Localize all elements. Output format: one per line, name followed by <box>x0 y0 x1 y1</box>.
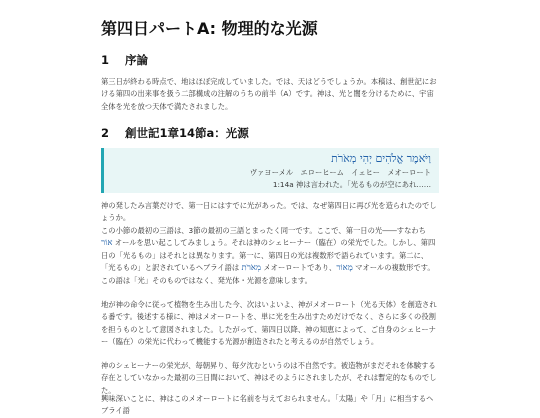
paragraph-2: 神の発したみ言葉だけで、第一日にはすでに光があった。では、なぜ第四日に再び光を造られたのでしょうか。 <box>101 201 437 223</box>
hebrew-word-maor: מָאוֹר <box>336 263 353 274</box>
paragraph-4: 地が神の命令に従って植物を生み出した今、次はいよいよ、神がメオーロート（光る天体）を創造される番です。後述する様に、神はメオーロートを、単に光を生み出すためだけでなく、さらに多くの役割を担うものとして意図されました。したがって、第四日以降、神の知恵によって、ご自身のシェヒーナー（臨在）の栄光に代わって機能する光源が創造されたと考えるのが自然でしょう。 <box>101 300 437 347</box>
verse-translation: 1:14a 神は言われた。「光るものが空にあれ…… <box>272 180 431 189</box>
hebrew-verse: וַיֹּאמֶר אֱלֹהִים יְהִי מְאֹרֹת <box>331 152 431 165</box>
section-title: 序論 <box>125 53 149 67</box>
hebrew-word-meorot: מְאֹרֹת <box>241 263 262 274</box>
paragraph-6: 興味深いことに、神はこのメオーロートに名前を与えておられません。「太陽」や「月」に相当するヘブライ語 <box>101 394 434 416</box>
section-heading-light-source <box>101 125 249 141</box>
scripture-quote-box <box>101 148 439 193</box>
page-title: 第四日パートA: 物理的な光源 <box>101 19 318 38</box>
section-title: 創世記1章14節a：光源 <box>125 126 249 140</box>
paragraph-3 <box>101 225 439 287</box>
hebrew-word-or: אוֹר <box>101 238 113 249</box>
section-number: 1 <box>101 53 110 67</box>
paragraph-3-text-c: メオーロートであり、 <box>261 263 337 273</box>
section-number: 2 <box>101 126 110 140</box>
intro-paragraph: 第三日が終わる時点で、地はほぼ完成していました。では、天はどうでしょうか。本稿は、創世記における第四の出来事を扱う二部構成の注解のうちの前半（A）です。神は、光と闇を分けるために、宇宙全体を光を放つ天体で満たされました。 <box>101 77 437 111</box>
paragraph-3-text-d: マオールの複数形です。この語は「光」そのものではなく、発光体・光源を意味します。 <box>101 263 435 285</box>
paragraph-3-text-a: この小節の最初の三語は、3節の最初の三語とまったく同一です。ここで、第一日の光――すなわち <box>101 226 426 235</box>
transliteration: ヴァヨーメル エローヒーム イェヒー メオーロート <box>249 168 431 177</box>
paragraph-5: 神のシェヒーナーの栄光が、毎朝昇り、毎夕沈むというのは不自然です。被造物がまだそれを体験する存在としていなかった最初の三日間において、神はそのようにされましたが、それは暫定的なものでした。 <box>101 361 437 395</box>
section-heading-intro <box>101 52 148 68</box>
paragraph-3-text-b: オールを思い起こしてみましょう。それは神のシェヒーナー（臨在）の栄光でした。しかし、第四日の「光るもの」はそれとは異なります。第一に、第四日の光は複数形で語られています。第二に、「光るもの」と訳されているヘブライ語は <box>101 238 436 273</box>
